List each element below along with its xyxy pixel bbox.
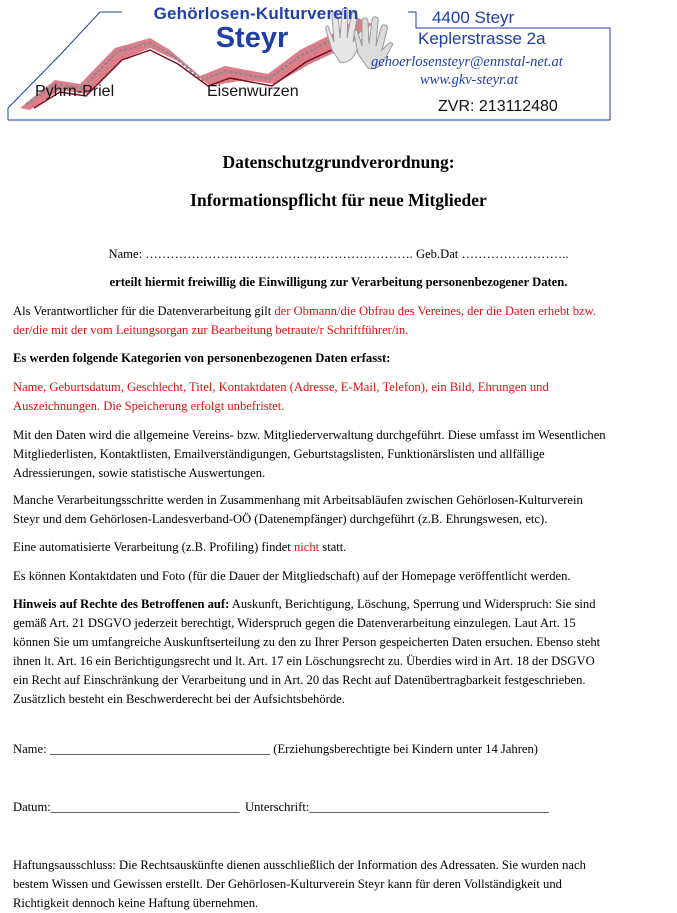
website-link[interactable]: www.gkv-steyr.at [420,72,518,88]
signature-field[interactable]: Unterschrift:______________________________________ [245,800,549,814]
rights-line-5: ein Recht auf Einschränkung der Verarbeitung und in Art. 20 das Recht auf Datenübertragbarkeit festgeschrieben. [13,673,586,687]
email-address[interactable]: gehoerlosensteyr@ennstal-net.at [371,54,563,70]
responsible-paragraph [13,302,653,321]
rights-line-3: können Sie um umfangreiche Auskunftserteilung zu den zu Ihrer Person gespeicherten Daten ersuchen. Ebenso steht [13,635,601,649]
region-right: Eisenwurzen [207,83,299,100]
automation-not: nicht [293,540,320,554]
disclaimer-line-2: bestem Wissen und Gewissen erstellt. Der Gehörlosen-Kulturverein Steyr kann für deren Vollständigkeit und [13,877,562,891]
publish-paragraph: Es können Kontaktdaten und Foto (für die Dauer der Mitgliedschaft) auf der Homepage veröffentlicht werden. [13,569,571,583]
rights-line-1 [13,595,653,614]
categories-line-2: Auszeichnungen. Die Speicherung erfolgt unbefristet. [13,399,285,413]
rights-line-2: gemäß Art. 21 DSGVO jederzeit berechtigt, Widerspruch gegen die Datenverarbeitung einzulegen. Laut Art. 15 [13,616,576,630]
rights-line-6: Zusätzlich besteht ein Beschwerderecht bei der Aufsichtsbehörde. [13,692,345,706]
name-birthdate-field[interactable]: Name: ………………………………………………………. Geb.Dat …………………….. [108,247,569,261]
letterhead [0,0,677,128]
region-left: Pyhrn-Priel [35,83,115,100]
disclaimer-line-1: Haftungsausschluss: Die Rechtsauskünfte dienen ausschließlich der Information des Adressaten. Sie wurden nach [13,858,586,872]
rights-line-1-text: Auskunft, Berichtigung, Löschung, Sperrung und Widerspruch: Sie sind [229,597,596,611]
automation-tail: statt. [319,540,347,554]
categories-line-1: Name, Geburtsdatum, Geschlecht, Titel, Kontaktdaten (Adresse, E-Mail, Telefon), ein Bild, Ehrungen und [13,380,549,394]
admin-line-3: Adressierungen, sowie statistische Auswertungen. [13,466,266,480]
automation-lead: Eine automatisierte Verarbeitung (z.B. Profiling) findet [13,540,294,554]
admin-line-2: Mitgliederlisten, Kontaktlisten, Emailverständigungen, Geburtstagslisten, Funktionärslisten und allfällige [13,447,545,461]
disclaimer-line-3: Richtigkeit dennoch keine Haftung übernehmen. [13,896,259,910]
date-field[interactable]: Datum:______________________________ [13,800,240,814]
categories-heading: Es werden folgende Kategorien von personenbezogenen Daten erfasst: [13,351,391,365]
document-title: Datenschutzgrundverordnung: [222,152,455,172]
responsible-red-2: der/die mit der vom Leitungsorgan zur Bearbeitung betraute/r Schriftführer/in. [13,323,409,337]
rights-line-4: ihnen lt. Art. 16 ein Berichtigungsrecht und lt. Art. 17 ein Löschungsrecht zu. Überdies wird in Art. 18 der DSGVO [13,654,595,668]
processing-line-1: Manche Verarbeitungsschritte werden in Zusammenhang mit Arbeitsabläufen zwischen Gehörlosen-Kulturverein [13,493,583,507]
automation-paragraph [13,538,653,557]
address-line-2: Keplerstrasse 2a [418,29,546,48]
consent-statement: erteilt hiermit freiwillig die Einwilligung zur Verarbeitung personenbezogener Daten. [109,275,568,289]
zvr-number: ZVR: 213112480 [438,98,558,115]
admin-line-1: Mit den Daten wird die allgemeine Vereins- bzw. Mitgliederverwaltung durchgeführt. Diese umfasst im Wesentlichen [13,428,606,442]
responsible-red-1: der Obmann/die Obfrau des Vereines, der die Daten erhebt bzw. [274,304,597,318]
address-line-1: 4400 Steyr [432,8,515,27]
document-subtitle: Informationspflicht für neue Mitglieder [190,190,487,210]
rights-heading: Hinweis auf Rechte des Betroffenen auf: [13,597,230,611]
club-city: Steyr [215,22,289,54]
processing-line-2: Steyr und dem Gehörlosen-Landesverband-OÖ (Datenempfänger) durchgeführt (z.B. Ehrungswesen, etc). [13,512,548,526]
club-name: Gehörlosen-Kulturverein [153,4,359,23]
responsible-lead: Als Verantwortlicher für die Datenverarbeitung gilt [13,304,275,318]
guardian-name-field[interactable]: Name: ___________________________________ (Erziehungsberechtigte bei Kindern unter 14 Jahren) [13,742,538,756]
